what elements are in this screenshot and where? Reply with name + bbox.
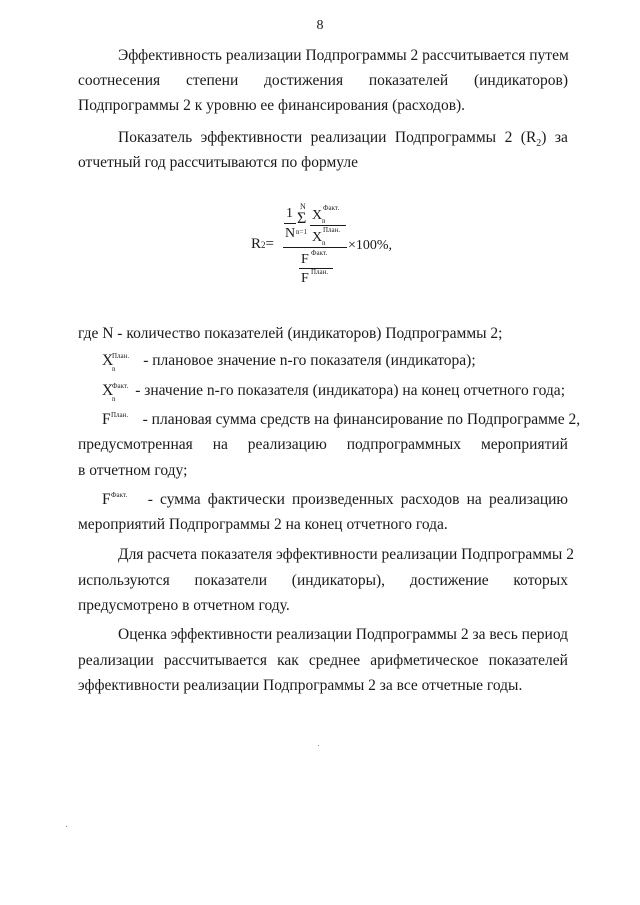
word: (индикаторы), [291,572,386,589]
word: произведенных [292,491,394,508]
x-fact: X [312,208,323,223]
para3-line3: предусмотрено в отчетном году. [78,597,290,614]
word: предусмотренная [78,436,193,453]
word: эффективности [200,129,303,146]
f-plan-symbol: F План. [102,411,129,428]
word: сумма [160,491,201,508]
word: соотнесения [78,72,161,89]
word: достижение [409,572,489,589]
word: (индикаторов) [473,72,568,89]
x-fact-subscript: n [322,217,326,225]
sigma-symbol: Σ [297,210,307,227]
word: показателей [368,72,449,89]
word: среднее [308,652,361,669]
r2-symbol: $(R_2)$ [520,129,547,150]
word: 2 [504,129,513,146]
def-x-fact: X Факт. n - значение n-го показателя (индикатора) на конец отчетного года; [102,382,565,403]
word: арифметическое [370,652,479,669]
fraction-bar-1-over-n [284,223,296,224]
para4-line3: эффективности реализации Подпрограммы 2 за все отчетные годы. [78,677,523,694]
page-number: 8 [316,18,324,33]
word: на [466,491,482,508]
def-n: где N - количество показателей (индикаторов) Подпрограммы 2; [78,325,503,342]
x-fact-superscript: Факт. [323,204,340,212]
para2-line2: отчетный год рассчитываются по формуле [78,154,358,171]
word: фактически [207,491,285,508]
def-f-plan-line3: в отчетном году; [78,462,188,479]
word: реализацию [488,491,568,508]
def-f-fact [102,491,568,509]
x-plan-subscript: n [322,239,326,247]
sum-upper-limit: N [300,202,306,211]
word: реализации [310,129,387,146]
scan-speck [318,745,319,746]
def-f-fact-line2: мероприятий Подпрограммы 2 на конец отчетного года. [78,516,448,533]
word: как [277,652,299,669]
word: расходов [400,491,460,508]
word: показатели [194,572,268,589]
formula-n: N [285,226,296,241]
def-f-plan: F План. - плановая сумма средств на финансирование по Подпрограмме 2, [102,411,581,428]
f-plan: F [301,271,309,286]
word: рассчитывается [163,652,268,669]
word: за [554,129,568,146]
x-fact-symbol: X Факт. n [102,382,129,403]
para1-line1: Эффективность реализации Подпрограммы 2 рассчитывается путем [118,47,569,64]
x-plan: X [312,230,323,245]
x-plan-symbol: X План. n [102,352,130,373]
sum-lower-limit: n=1 [296,228,307,236]
word: реализации [78,652,154,669]
word: Подпрограммы [394,129,497,146]
para2-line1 [118,129,568,153]
word: подпрограммных [346,436,462,453]
word: реализацию [247,436,327,453]
formula-lhs: R2= [251,236,274,252]
word: на [212,436,228,453]
word: достижения [264,72,344,89]
def-f-plan-line2 [78,436,568,454]
x-plan-superscript: План. [323,226,341,234]
para1-line3: Подпрограммы 2 к уровню ее финансирования (расходов). [78,97,466,114]
para4-line2 [78,652,568,670]
formula-one: 1 [286,206,293,221]
para3-line2 [78,572,568,590]
word: которых [513,572,568,589]
f-fact: F [301,252,309,267]
word: показателей [488,652,568,669]
f-plan-superscript: План. [311,268,329,276]
word: степени [185,72,239,89]
main-fraction-bar [283,247,347,248]
word: мероприятий [480,436,568,453]
para3-line1: Для расчета показателя эффективности реализации Подпрограммы 2 [118,546,574,563]
def-x-plan: X План. n - плановое значение n-го показателя (индикатора); [102,352,476,373]
para4-line1: Оценка эффективности реализации Подпрограммы 2 за весь период [118,626,569,643]
times-100-percent: ×100%, [348,238,393,253]
scan-speck [66,826,67,827]
word: Показатель [118,129,193,146]
f-fact-superscript: Факт. [311,249,328,257]
f-fact-symbol: F Факт. [102,491,128,508]
word: - [147,491,153,508]
word: используются [78,572,170,589]
para1-line2 [78,72,568,90]
